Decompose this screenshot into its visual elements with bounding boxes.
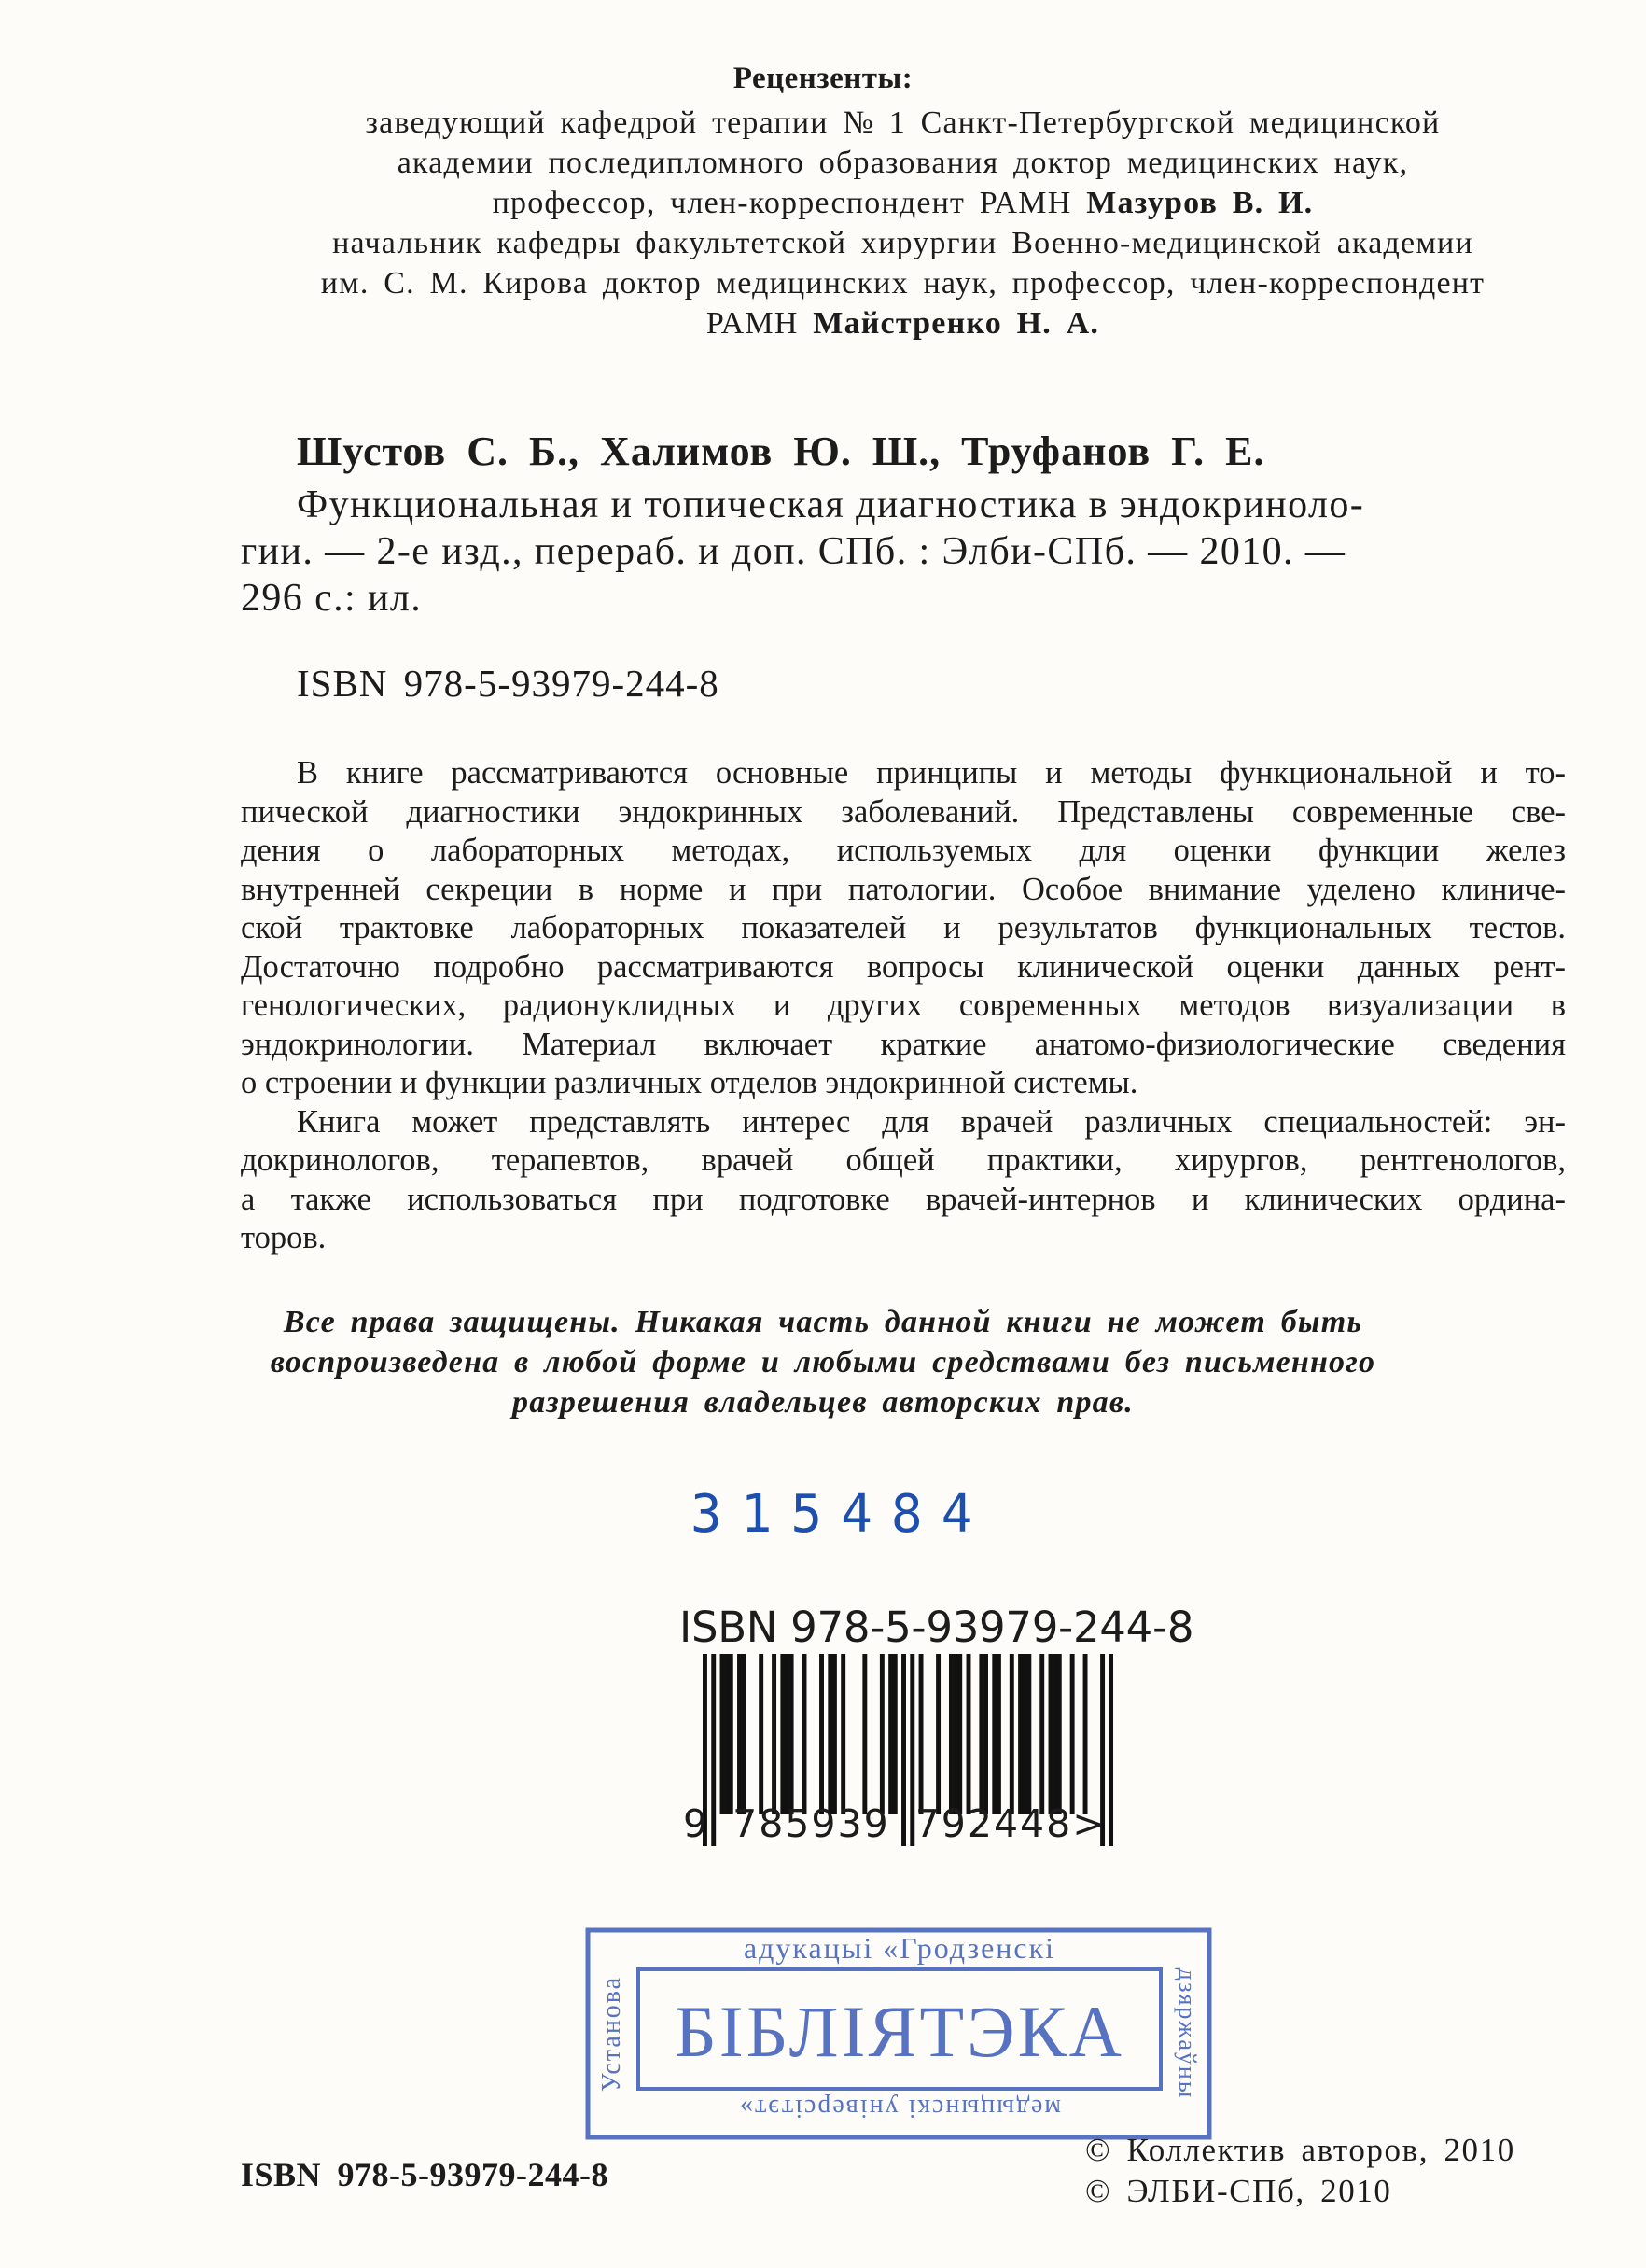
copyright-publisher: © ЭЛБИ-СПб, 2010	[1085, 2173, 1392, 2209]
barcode-bar	[789, 1654, 794, 1814]
barcode-bar	[1057, 1654, 1062, 1814]
barcode-bar	[862, 1654, 867, 1814]
barcode-bar	[759, 1654, 763, 1814]
isbn-footer: ISBN 978-5-93979-244-8	[241, 2156, 608, 2193]
barcode-bar	[1070, 1654, 1075, 1814]
rights-line3: разрешения владельцев авторских прав.	[512, 1385, 1134, 1420]
barcode-group2: 792448	[914, 1801, 1073, 1846]
bib-title-line3: 296 с.: ил.	[241, 577, 423, 620]
stamp-top-text: адукацыі «Гродзенскі	[743, 1931, 1056, 1965]
barcode-bar	[983, 1654, 988, 1814]
barcode-bar	[1053, 1654, 1057, 1814]
abstract-line: Книга может представлять интерес для врачей различных специальностей: эн-	[297, 1103, 1566, 1140]
barcode-bar	[828, 1654, 832, 1814]
barcode-bar	[720, 1654, 725, 1814]
copyright-authors: © Коллектив авторов, 2010	[1085, 2132, 1515, 2168]
reviewer2-position: РАМН	[705, 306, 814, 341]
barcode-bar	[802, 1654, 807, 1814]
stamp-right-text: дзяржаўны	[1174, 1967, 1201, 2100]
barcode-bar	[880, 1654, 885, 1814]
barcode-digits	[683, 1801, 1131, 1846]
barcode-bar	[729, 1654, 733, 1814]
barcode-bar	[936, 1654, 941, 1814]
reviewer2-line2: им. С. М. Кирова доктор медицинских наук, профессор, член-корреспондент	[320, 266, 1486, 301]
inventory-number: 315484	[690, 1484, 992, 1545]
abstract-line: а также использоваться при подготовке врачей-интернов и клинических ордина-	[241, 1181, 1566, 1217]
abstract-line: внутренней секреции в норме и при патологии. Особое внимание уделено клиниче-	[241, 871, 1566, 907]
authors: Шустов С. Б., Халимов Ю. Ш., Труфанов Г. Е.	[297, 428, 1265, 474]
barcode-bar	[1018, 1654, 1023, 1814]
barcode-bar	[780, 1654, 785, 1814]
barcode-bar	[785, 1654, 789, 1814]
stamp-bottom-text: медыцынскі універсітэт»	[737, 2093, 1062, 2122]
barcode-bar	[949, 1654, 954, 1814]
barcode-bar	[992, 1654, 997, 1814]
barcode-bar	[957, 1654, 962, 1814]
abstract-line: Достаточно подробно рассматриваются вопросы клинической оценки данных рент-	[241, 948, 1566, 985]
library-stamp	[580, 1921, 1217, 2145]
barcode-bar	[1039, 1654, 1044, 1814]
barcode-bar	[742, 1654, 746, 1814]
reviewer1-name: Мазуров В. И.	[1086, 186, 1314, 220]
barcode-bar	[1083, 1654, 1088, 1814]
abstract-line: ской трактовке лабораторных показателей и результатов функциональных тестов.	[241, 910, 1566, 945]
barcode-bar	[819, 1654, 824, 1814]
abstract-line: о строении и функции различных отделов эндокринной системы.	[241, 1065, 1138, 1100]
rights-line1: Все права защищены. Никакая часть данной книги не может быть	[283, 1305, 1363, 1339]
barcode-bar	[954, 1654, 958, 1814]
bib-title-line1: Функциональная и топическая диагностика в эндокриноло-	[297, 483, 1365, 526]
reviewer1-line2: академии последипломного образования доктор медицинских наук,	[397, 146, 1409, 180]
barcode-bar	[997, 1654, 1001, 1814]
abstract-line: генологических, радионуклидных и других современных методов визуализации в	[241, 987, 1566, 1023]
reviewer1-position: профессор, член-корреспондент РАМН	[492, 186, 1087, 220]
barcode-bar	[888, 1654, 893, 1814]
barcode-bar	[724, 1654, 729, 1814]
barcode-first-digit: 9	[683, 1801, 710, 1846]
abstract-line: дения о лабораторных методах, используемых для оценки функции желез	[241, 833, 1566, 868]
abstract-line: В книге рассматриваются основные принципы и методы функциональной и то-	[297, 755, 1566, 791]
rights-line2: воспроизведена в любой форме и любыми средствами без письменного	[270, 1345, 1376, 1379]
abstract-line: эндокринологии. Материал включает краткие анатомо-физиологические сведения	[241, 1026, 1566, 1062]
abstract-line: докринологов, терапевтов, врачей общей практики, хирургов, рентгенологов,	[241, 1142, 1566, 1178]
barcode-bar	[1026, 1654, 1031, 1814]
reviewers-heading: Рецензенты:	[732, 62, 914, 95]
barcode-group1: 785939	[732, 1801, 890, 1846]
reviewer1-line3	[238, 183, 1568, 223]
bib-title-line2: гии. — 2-е изд., перераб. и доп. СПб. : Элби-СПб. — 2010. —	[241, 530, 1346, 573]
barcode-bar	[967, 1654, 971, 1814]
barcode-bar	[841, 1654, 845, 1814]
barcode-bar	[1023, 1654, 1027, 1814]
abstract-line: пической диагностики эндокринных заболеваний. Представлены современные све-	[241, 793, 1566, 830]
barcode-bar	[893, 1654, 898, 1814]
barcode-bar	[832, 1654, 837, 1814]
abstract-line: торов.	[241, 1220, 327, 1255]
reviewer2-line1: начальник кафедры факультетской хирургии Военно-медицинской академии	[332, 226, 1473, 260]
stamp-center-text: БІБЛІЯТЭКА	[674, 1991, 1125, 2072]
reviewer2-line3	[238, 303, 1568, 343]
stamp-left-text: Установа	[597, 1975, 626, 2093]
barcode-bar	[919, 1654, 924, 1814]
barcode-bar	[772, 1654, 776, 1814]
reviewer2-name: Майстренко Н. А.	[813, 306, 1100, 341]
barcode-bar	[1010, 1654, 1014, 1814]
reviewer1-line1: заведующий кафедрой терапии № 1 Санкт-Петербургской медицинской	[365, 105, 1441, 140]
barcode-bar	[737, 1654, 742, 1814]
barcode-bar	[1049, 1654, 1053, 1814]
barcode-end-mark: >	[1072, 1801, 1107, 1846]
barcode-isbn-label: ISBN 978-5-93979-244-8	[679, 1603, 1194, 1652]
isbn-main: ISBN 978-5-93979-244-8	[297, 662, 719, 705]
barcode-bar	[979, 1654, 983, 1814]
